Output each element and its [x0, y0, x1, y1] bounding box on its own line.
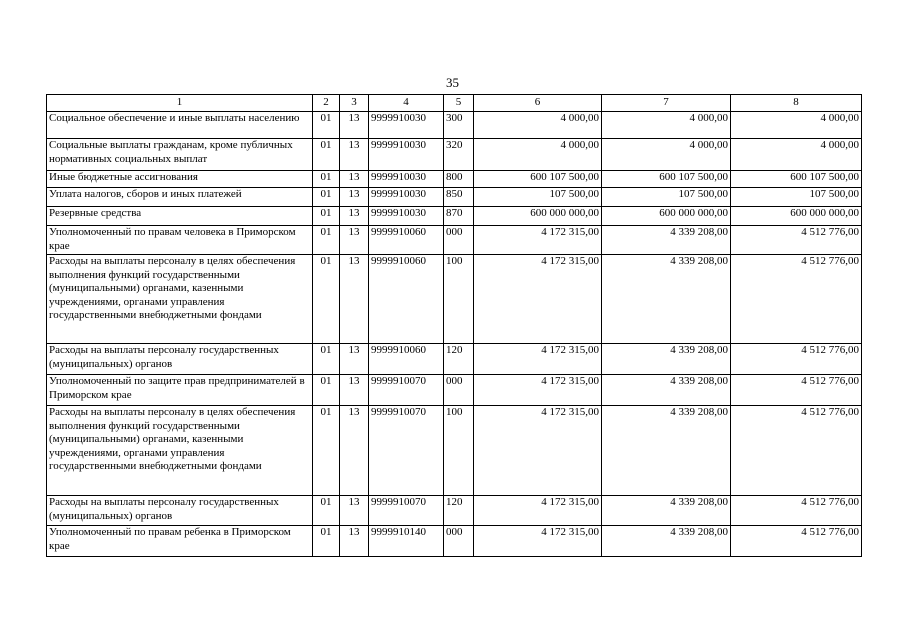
row-col-4: 9999910070 — [369, 496, 444, 526]
row-col-7: 4 339 208,00 — [602, 496, 731, 526]
row-col-3: 13 — [340, 171, 369, 188]
row-col-3: 13 — [340, 188, 369, 207]
row-col-5: 300 — [444, 112, 474, 139]
header-cell-4: 4 — [369, 95, 444, 112]
row-name: Уполномоченный по правам человека в Приморском крае — [47, 226, 313, 255]
header-row — [47, 95, 862, 112]
row-col-4: 9999910030 — [369, 188, 444, 207]
row-col-4: 9999910140 — [369, 526, 444, 557]
row-col-5: 870 — [444, 207, 474, 226]
row-col-5: 850 — [444, 188, 474, 207]
row-col-2: 01 — [313, 171, 340, 188]
row-col-7: 600 000 000,00 — [602, 207, 731, 226]
row-col-8: 600 107 500,00 — [731, 171, 862, 188]
header-cell-5: 5 — [444, 95, 474, 112]
row-col-4: 9999910030 — [369, 139, 444, 171]
row-col-4: 9999910070 — [369, 375, 444, 406]
row-col-5: 000 — [444, 526, 474, 557]
row-col-3: 13 — [340, 375, 369, 406]
row-col-7: 4 000,00 — [602, 139, 731, 171]
row-col-4: 9999910060 — [369, 344, 444, 375]
row-col-6: 4 172 315,00 — [474, 375, 602, 406]
row-col-7: 600 107 500,00 — [602, 171, 731, 188]
row-col-6: 4 172 315,00 — [474, 226, 602, 255]
row-col-5: 120 — [444, 496, 474, 526]
row-col-4: 9999910030 — [369, 207, 444, 226]
row-name: Уплата налогов, сборов и иных платежей — [47, 188, 313, 207]
table-row — [47, 344, 862, 375]
row-name: Резервные средства — [47, 207, 313, 226]
table-row — [47, 188, 862, 207]
row-col-3: 13 — [340, 226, 369, 255]
row-col-2: 01 — [313, 406, 340, 496]
row-col-3: 13 — [340, 526, 369, 557]
row-col-4: 9999910030 — [369, 171, 444, 188]
row-col-6: 600 000 000,00 — [474, 207, 602, 226]
page-number: 35 — [446, 75, 459, 90]
row-col-8: 4 512 776,00 — [731, 526, 862, 557]
row-col-4: 9999910060 — [369, 255, 444, 344]
row-col-3: 13 — [340, 255, 369, 344]
table-row — [47, 139, 862, 171]
row-col-5: 100 — [444, 255, 474, 344]
row-name: Уполномоченный по правам ребенка в Приморском крае — [47, 526, 313, 557]
row-col-3: 13 — [340, 112, 369, 139]
row-name: Расходы на выплаты персоналу государственных (муниципальных) органов — [47, 344, 313, 375]
row-col-5: 000 — [444, 375, 474, 406]
row-name: Социальное обеспечение и иные выплаты населению — [47, 112, 313, 139]
row-col-8: 600 000 000,00 — [731, 207, 862, 226]
row-col-6: 4 172 315,00 — [474, 255, 602, 344]
row-col-6: 4 172 315,00 — [474, 344, 602, 375]
row-col-6: 4 172 315,00 — [474, 496, 602, 526]
row-col-2: 01 — [313, 375, 340, 406]
row-col-8: 4 000,00 — [731, 112, 862, 139]
row-col-4: 9999910070 — [369, 406, 444, 496]
table-row — [47, 496, 862, 526]
table-row — [47, 112, 862, 139]
row-name: Расходы на выплаты персоналу государственных (муниципальных) органов — [47, 496, 313, 526]
header-cell-7: 7 — [602, 95, 731, 112]
row-col-3: 13 — [340, 406, 369, 496]
row-col-8: 4 000,00 — [731, 139, 862, 171]
row-col-5: 800 — [444, 171, 474, 188]
table-row — [47, 255, 862, 344]
row-col-2: 01 — [313, 344, 340, 375]
row-name: Расходы на выплаты персоналу в целях обеспечения выполнения функций государственными (муниципальными) органами, казенными учреждениями, органами управления государственными внебюджетными фондами — [47, 406, 313, 496]
row-col-8: 4 512 776,00 — [731, 496, 862, 526]
header-cell-2: 2 — [313, 95, 340, 112]
table-row — [47, 171, 862, 188]
row-col-7: 107 500,00 — [602, 188, 731, 207]
row-col-5: 320 — [444, 139, 474, 171]
row-col-6: 107 500,00 — [474, 188, 602, 207]
row-col-3: 13 — [340, 496, 369, 526]
row-col-8: 4 512 776,00 — [731, 375, 862, 406]
row-col-6: 4 172 315,00 — [474, 526, 602, 557]
table-row — [47, 226, 862, 255]
row-col-6: 4 000,00 — [474, 112, 602, 139]
row-col-5: 100 — [444, 406, 474, 496]
table-row — [47, 526, 862, 557]
row-col-4: 9999910030 — [369, 112, 444, 139]
row-col-2: 01 — [313, 207, 340, 226]
row-name: Расходы на выплаты персоналу в целях обеспечения выполнения функций государственными (муниципальными) органами, казенными учреждениями, органами управления государственными внебюджетными фондами — [47, 255, 313, 344]
row-col-7: 4 339 208,00 — [602, 255, 731, 344]
row-col-8: 4 512 776,00 — [731, 226, 862, 255]
row-col-2: 01 — [313, 188, 340, 207]
row-col-3: 13 — [340, 207, 369, 226]
row-col-4: 9999910060 — [369, 226, 444, 255]
table-row — [47, 375, 862, 406]
row-col-3: 13 — [340, 139, 369, 171]
row-col-5: 120 — [444, 344, 474, 375]
header-cell-3: 3 — [340, 95, 369, 112]
row-col-2: 01 — [313, 226, 340, 255]
row-col-8: 107 500,00 — [731, 188, 862, 207]
row-col-8: 4 512 776,00 — [731, 406, 862, 496]
row-col-2: 01 — [313, 526, 340, 557]
row-col-6: 4 000,00 — [474, 139, 602, 171]
row-col-6: 600 107 500,00 — [474, 171, 602, 188]
row-col-8: 4 512 776,00 — [731, 344, 862, 375]
row-col-2: 01 — [313, 255, 340, 344]
row-col-7: 4 339 208,00 — [602, 526, 731, 557]
budget-table — [46, 94, 862, 557]
row-col-2: 01 — [313, 139, 340, 171]
row-col-7: 4 339 208,00 — [602, 226, 731, 255]
row-col-2: 01 — [313, 112, 340, 139]
row-col-6: 4 172 315,00 — [474, 406, 602, 496]
row-name: Социальные выплаты гражданам, кроме публичных нормативных социальных выплат — [47, 139, 313, 171]
row-col-2: 01 — [313, 496, 340, 526]
header-cell-1: 1 — [47, 95, 313, 112]
row-col-8: 4 512 776,00 — [731, 255, 862, 344]
header-cell-6: 6 — [474, 95, 602, 112]
row-col-7: 4 339 208,00 — [602, 344, 731, 375]
table-row — [47, 207, 862, 226]
row-col-5: 000 — [444, 226, 474, 255]
row-col-7: 4 339 208,00 — [602, 406, 731, 496]
row-name: Уполномоченный по защите прав предпринимателей в Приморском крае — [47, 375, 313, 406]
table-row — [47, 406, 862, 496]
row-col-7: 4 339 208,00 — [602, 375, 731, 406]
header-cell-8: 8 — [731, 95, 862, 112]
row-name: Иные бюджетные ассигнования — [47, 171, 313, 188]
row-col-3: 13 — [340, 344, 369, 375]
row-col-7: 4 000,00 — [602, 112, 731, 139]
